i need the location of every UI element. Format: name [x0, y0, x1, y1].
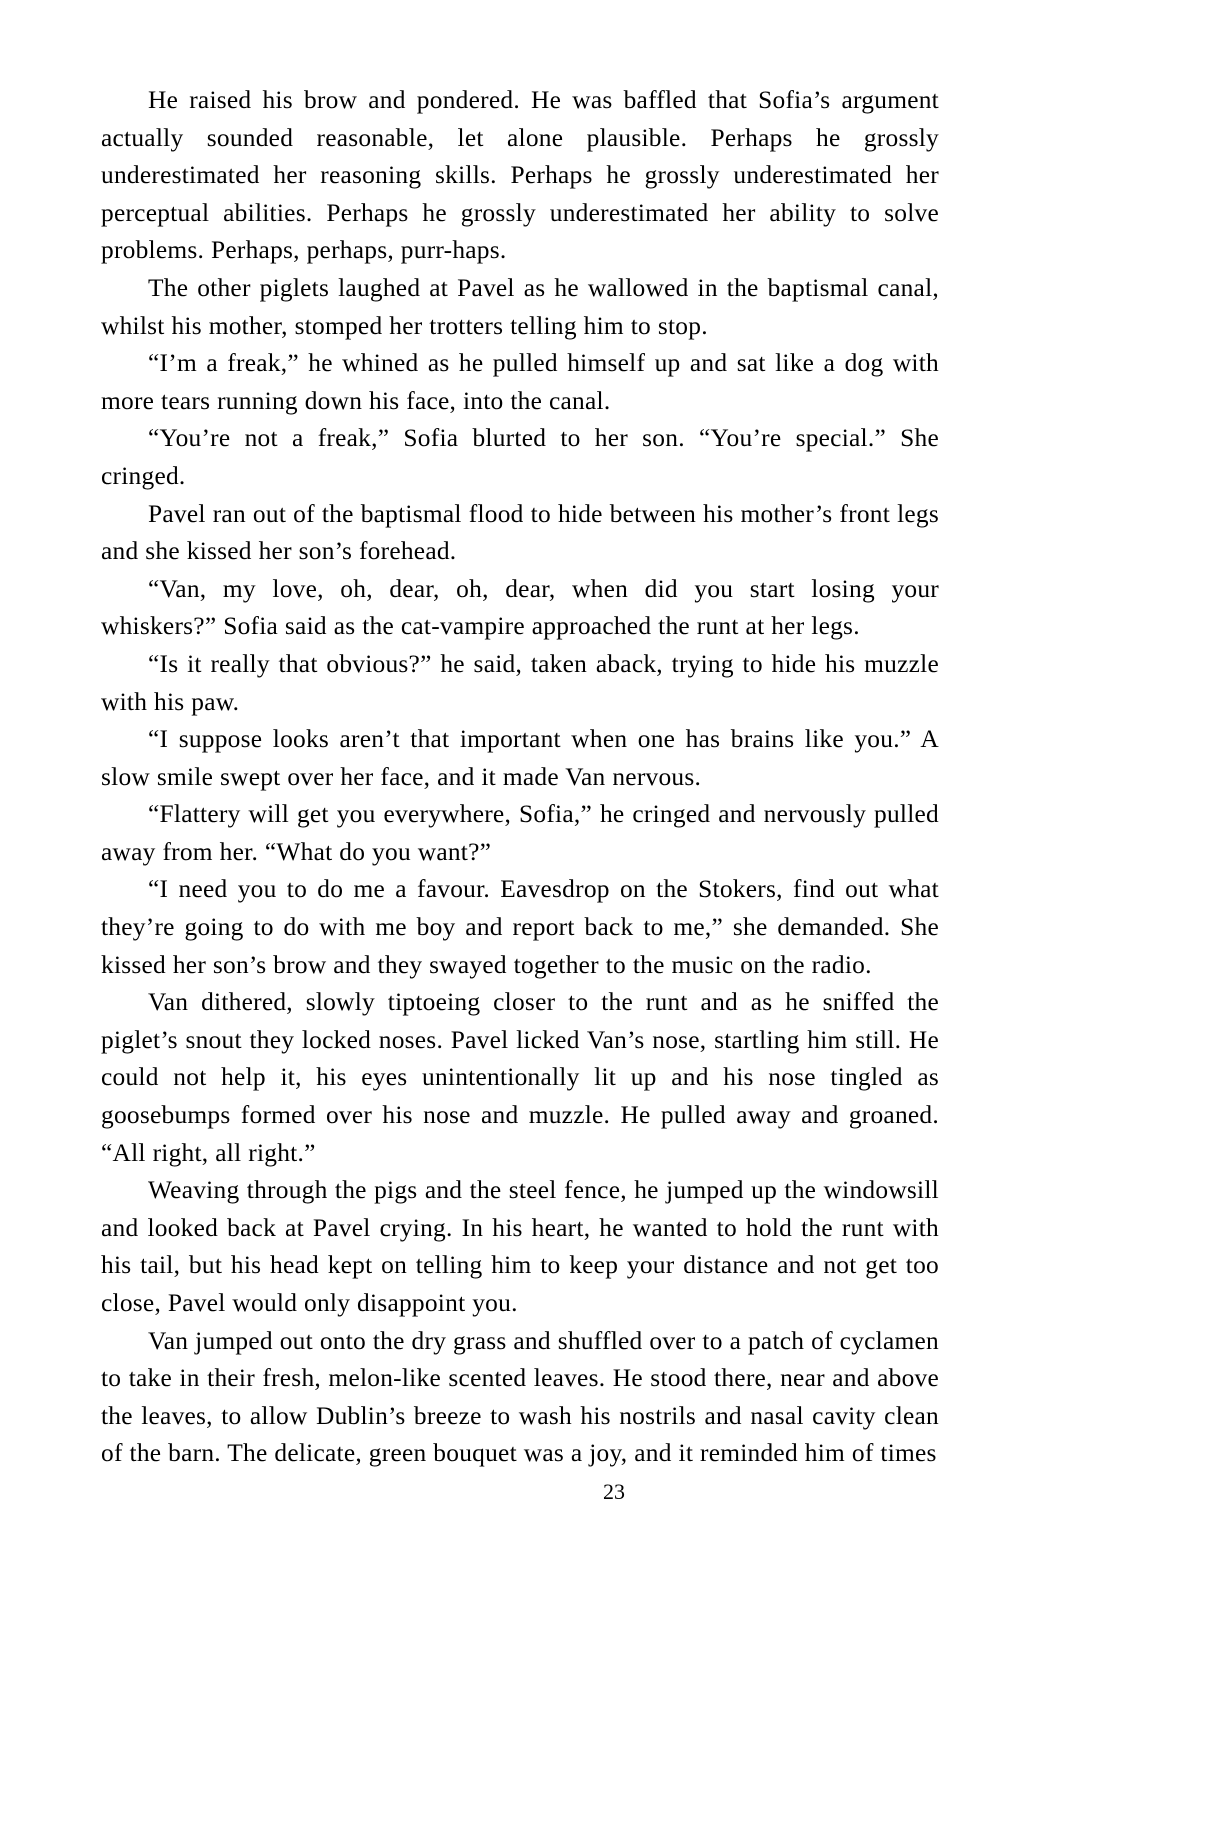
paragraph: Weaving through the pigs and the steel fence, he jumped up the windowsill and looked back at Pavel crying. In his heart, he wanted to hold the runt with his tail, but his head kept on telling him to keep your distance and not get too close, Pavel would only disappoint you. — [101, 1176, 939, 1317]
paragraph: “I need you to do me a favour. Eavesdrop on the Stokers, find out what they’re going to do with me boy and report back to me,” she demanded. She kissed her son’s brow and they swayed together to the music on the radio. — [101, 875, 939, 979]
paragraph: “Flattery will get you everywhere, Sofia,” he cringed and nervously pulled away from her. “What do you want?” — [101, 800, 939, 866]
paragraph: Van jumped out onto the dry grass and shuffled over to a patch of cyclamen to take in their fresh, melon-like scented leaves. He stood there, near and above the leaves, to allow Dublin’s breeze to wash his nostrils and nasal cavity clean of the barn. The delicate, green bouquet was a joy, and it reminded him of times — [101, 1326, 939, 1468]
paragraph: “I’m a freak,” he whined as he pulled himself up and sat like a dog with more tears running down his face, into the canal. — [101, 349, 939, 415]
body-text-block — [101, 82, 939, 1473]
paragraph: “You’re not a freak,” Sofia blurted to her son. “You’re special.” She cringed. — [101, 424, 939, 490]
paragraph: The other piglets laughed at Pavel as he wallowed in the baptismal canal, whilst his mother, stomped her trotters telling him to stop. — [101, 273, 939, 340]
paragraph: Van dithered, slowly tiptoeing closer to the runt and as he sniffed the piglet’s snout they locked noses. Pavel licked Van’s nose, startling him still. He could not help it, his eyes unintentionally lit up and his nose tingled as goosebumps formed over his nose and muzzle. He pulled away and groaned. “All right, all right.” — [101, 988, 939, 1167]
paragraph: “I suppose looks aren’t that important when one has brains like you.” A slow smile swept over her face, and it made Van nervous. — [101, 725, 939, 791]
page-number: 23 — [603, 1479, 625, 1504]
paragraph: He raised his brow and pondered. He was baffled that Sofia’s argument actually sounded reasonable, let alone plausible. Perhaps he grossly underestimated her reasoning skills. Perhaps he grossly underestimated her perceptual abilities. Perhaps he grossly underestimated her ability to solve problems. Perhaps, perhaps, purr-haps. — [101, 86, 939, 265]
paragraph: Pavel ran out of the baptismal flood to hide between his mother’s front legs and she kissed her son’s forehead. — [101, 499, 939, 566]
paragraph: “Van, my love, oh, dear, oh, dear, when did you start losing your whiskers?” Sofia said as the cat-vampire approached the runt at her legs. — [101, 574, 939, 641]
paragraph: “Is it really that obvious?” he said, taken aback, trying to hide his muzzle with his paw. — [101, 649, 939, 716]
